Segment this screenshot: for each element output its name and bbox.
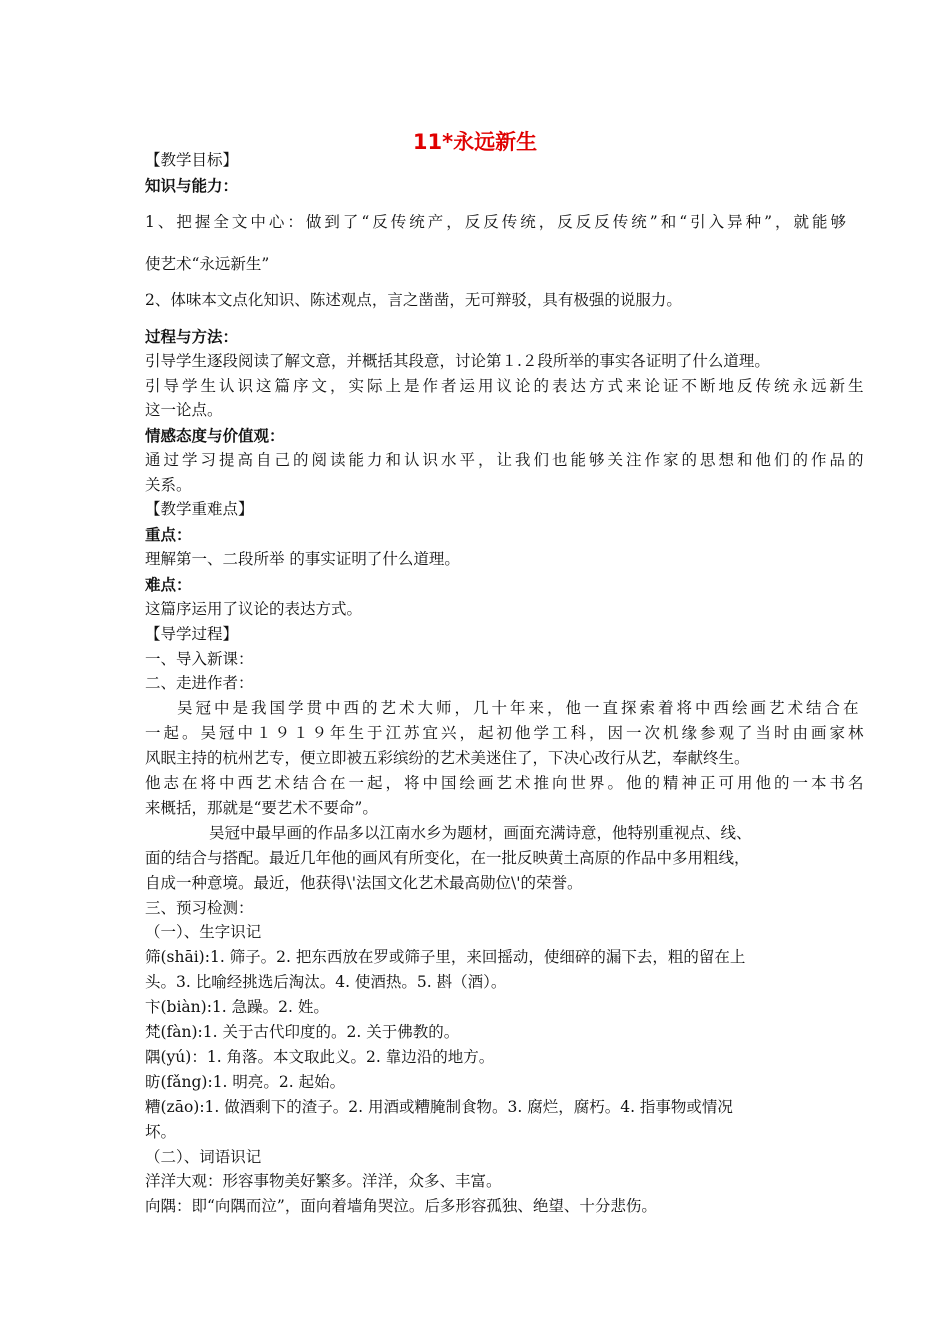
subheading-knowledge: 知识与能力： <box>145 177 239 195</box>
paragraph-line: 筛(shāi):1. 筛子。2. 把东西放在罗或筛子里，来回摇动，使细碎的漏下去，粗的留在上 <box>145 948 746 966</box>
paragraph-line: 吴冠中是我国学贯中西的艺术大师，几十年来，他一直探索着将中西绘画艺术结合在 <box>177 699 862 717</box>
paragraph-line: 吴冠中最早画的作品多以江南水乡为题材，画面充满诗意，他特别重视点、线、 <box>209 824 752 842</box>
paragraph-line: 来概括，那就是“要艺术不要命”。 <box>145 799 378 817</box>
section-heading-keypoints: 【教学重难点】 <box>145 500 254 518</box>
section-heading-process: 【导学过程】 <box>145 625 239 643</box>
paragraph-line: 使艺术“永远新生” <box>145 255 270 273</box>
paragraph-line: 2、体味本文点化知识、陈述观点，言之凿凿，无可辩驳，具有极强的说服力。 <box>145 291 682 309</box>
subheading-process: 过程与方法： <box>145 328 239 346</box>
paragraph-line: 自成一种意境。最近，他获得\'法国文化艺术最高勋位\'的荣誉。 <box>145 874 583 892</box>
paragraph-line: 引导学生认识这篇序文，实际上是作者运用议论的表达方式来论证不断地反传统永远新生 <box>145 377 867 395</box>
paragraph-line: 梵(fàn):1. 关于古代印度的。2. 关于佛教的。 <box>145 1023 460 1041</box>
paragraph-line: 一起。吴冠中１９１９年生于江苏宜兴，起初他学工科，因一次机缘参观了当时由画家林 <box>145 724 867 742</box>
paragraph-line: 头。3. 比喻经挑选后淘汰。4. 使酒热。5. 斟（酒）。 <box>145 973 507 991</box>
section-heading-goals: 【教学目标】 <box>145 151 239 169</box>
list-item: 三、预习检测： <box>145 899 254 917</box>
list-item: 一、导入新课： <box>145 650 254 668</box>
paragraph-line: 面的结合与搭配。最近几年他的画风有所变化，在一批反映黄土高原的作品中多用粗线， <box>145 849 750 867</box>
paragraph-line: 他志在将中西艺术结合在一起，将中国绘画艺术推向世界。他的精神正可用他的一本书名 <box>145 774 867 792</box>
subheading-difficulty: 难点： <box>145 576 192 594</box>
paragraph-line: 向隅：即“向隅而泣”，面向着墙角哭泣。后多形容孤独、绝望、十分悲伤。 <box>145 1197 657 1215</box>
paragraph-line: 糟(zāo):1. 做酒剩下的渣子。2. 用酒或糟腌制食物。3. 腐烂，腐朽。4. 指事物或情况 <box>145 1098 733 1116</box>
paragraph-line: 昉(fǎng):1. 明亮。2. 起始。 <box>145 1073 346 1091</box>
subsection-heading: （一）、生字识记 <box>145 923 262 941</box>
paragraph-line: 引导学生逐段阅读了解文意，并概括其段意，讨论第１.２段所举的事实各证明了什么道理。 <box>145 352 770 370</box>
subheading-attitude: 情感态度与价值观： <box>145 427 285 445</box>
paragraph-line: 卞(biàn):1. 急躁。2. 姓。 <box>145 998 329 1016</box>
paragraph-line: 关系。 <box>145 476 192 494</box>
paragraph-line: 通过学习提高自己的阅读能力和认识水平，让我们也能够关注作家的思想和他们的作品的 <box>145 451 867 469</box>
document-title: 11*永远新生 <box>412 130 538 154</box>
list-item: 二、走进作者： <box>145 674 254 692</box>
paragraph-line: 这一论点。 <box>145 401 223 419</box>
paragraph-line: 这篇序运用了议论的表达方式。 <box>145 600 363 618</box>
paragraph-line: 1、把握全文中心：做到了“反传统产，反反传统，反反反传统”和“引入异种”，就能够 <box>145 213 850 231</box>
paragraph-line: 风眠主持的杭州艺专，便立即被五彩缤纷的艺术美迷住了，下决心改行从艺，奉献终生。 <box>145 749 750 767</box>
paragraph-line: 理解第一、二段所举 的事实证明了什么道理。 <box>145 550 460 568</box>
subheading-focus: 重点： <box>145 526 192 544</box>
subsection-heading: （二）、词语识记 <box>145 1148 262 1166</box>
paragraph-line: 洋洋大观：形容事物美好繁多。洋洋，众多、丰富。 <box>145 1172 502 1190</box>
paragraph-line: 隅(yú)：1. 角落。本文取此义。2. 靠边沿的地方。 <box>145 1048 495 1066</box>
paragraph-line: 坏。 <box>145 1123 177 1141</box>
